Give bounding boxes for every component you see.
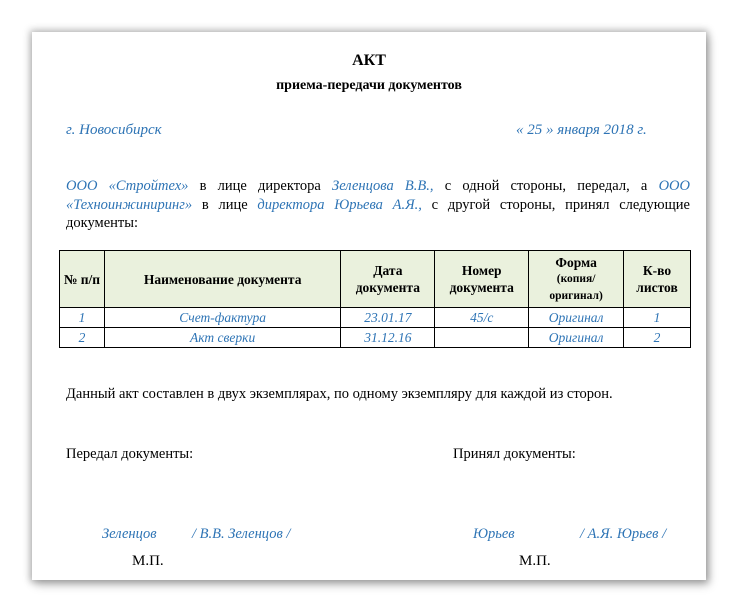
gave-label: Передал документы: [66, 446, 194, 462]
table-header-row [60, 251, 691, 308]
cell-date: 23.01.17 [341, 308, 435, 328]
cell-form: Оригинал [529, 328, 624, 348]
col-header-name: Наименование документа [104, 251, 341, 308]
city: г. Новосибирск [66, 122, 162, 138]
party-2: ООО «Техноинжиниринг» [66, 178, 690, 213]
cell-form: Оригинал [529, 308, 624, 328]
received-label: Принял документы: [453, 446, 576, 462]
cell-num: 2 [60, 328, 105, 348]
representative-2: директора Юрьева А.Я., [257, 196, 422, 213]
cell-sheets: 2 [624, 328, 691, 348]
document-subtitle: приема-передачи документов [276, 78, 462, 93]
stamp-left: М.П. [132, 553, 164, 569]
intro-text-4: с другой стороны, принял следующие документы: [66, 196, 690, 231]
form-title: Форма [555, 254, 597, 270]
stamp-right: М.П. [519, 553, 551, 569]
document-page [32, 32, 706, 580]
form-subtitle: (копия/ оригинал) [549, 272, 603, 302]
representative-1: Зеленцова В.В., [332, 178, 434, 194]
col-header-num: № п/п [60, 251, 105, 308]
cell-date: 31.12.16 [341, 328, 435, 348]
left-signer-name: / В.В. Зеленцов / [192, 526, 291, 542]
document-title: АКТ [352, 52, 386, 69]
cell-number: 45/с [435, 308, 529, 328]
table-row [60, 328, 691, 348]
table-row [60, 308, 691, 328]
cell-name: Счет-фактура [104, 308, 341, 328]
cell-num: 1 [60, 308, 105, 328]
copies-note: Данный акт составлен в двух экземплярах, по одному экземпляру для каждой из сторон. [66, 386, 613, 402]
col-header-date: Дата документа [341, 251, 435, 308]
party-1: ООО «Стройтех» [66, 178, 189, 194]
intro-text-2: с одной стороны, передал, а [433, 178, 659, 194]
cell-number [435, 328, 529, 348]
col-header-sheets: К-во листов [624, 251, 691, 308]
intro-text-1: в лице директора [188, 178, 333, 194]
left-signature: Зеленцов [102, 526, 157, 542]
col-header-form [529, 251, 624, 308]
right-signature: Юрьев [473, 526, 515, 542]
documents-table [59, 250, 691, 348]
intro-text-3: в лице [192, 196, 258, 213]
cell-sheets: 1 [624, 308, 691, 328]
right-signer-name: / А.Я. Юрьев / [580, 526, 667, 542]
col-header-number: Номер документа [435, 251, 529, 308]
intro-paragraph [66, 177, 690, 233]
cell-name: Акт сверки [104, 328, 341, 348]
document-date: « 25 » января 2018 г. [516, 122, 647, 138]
